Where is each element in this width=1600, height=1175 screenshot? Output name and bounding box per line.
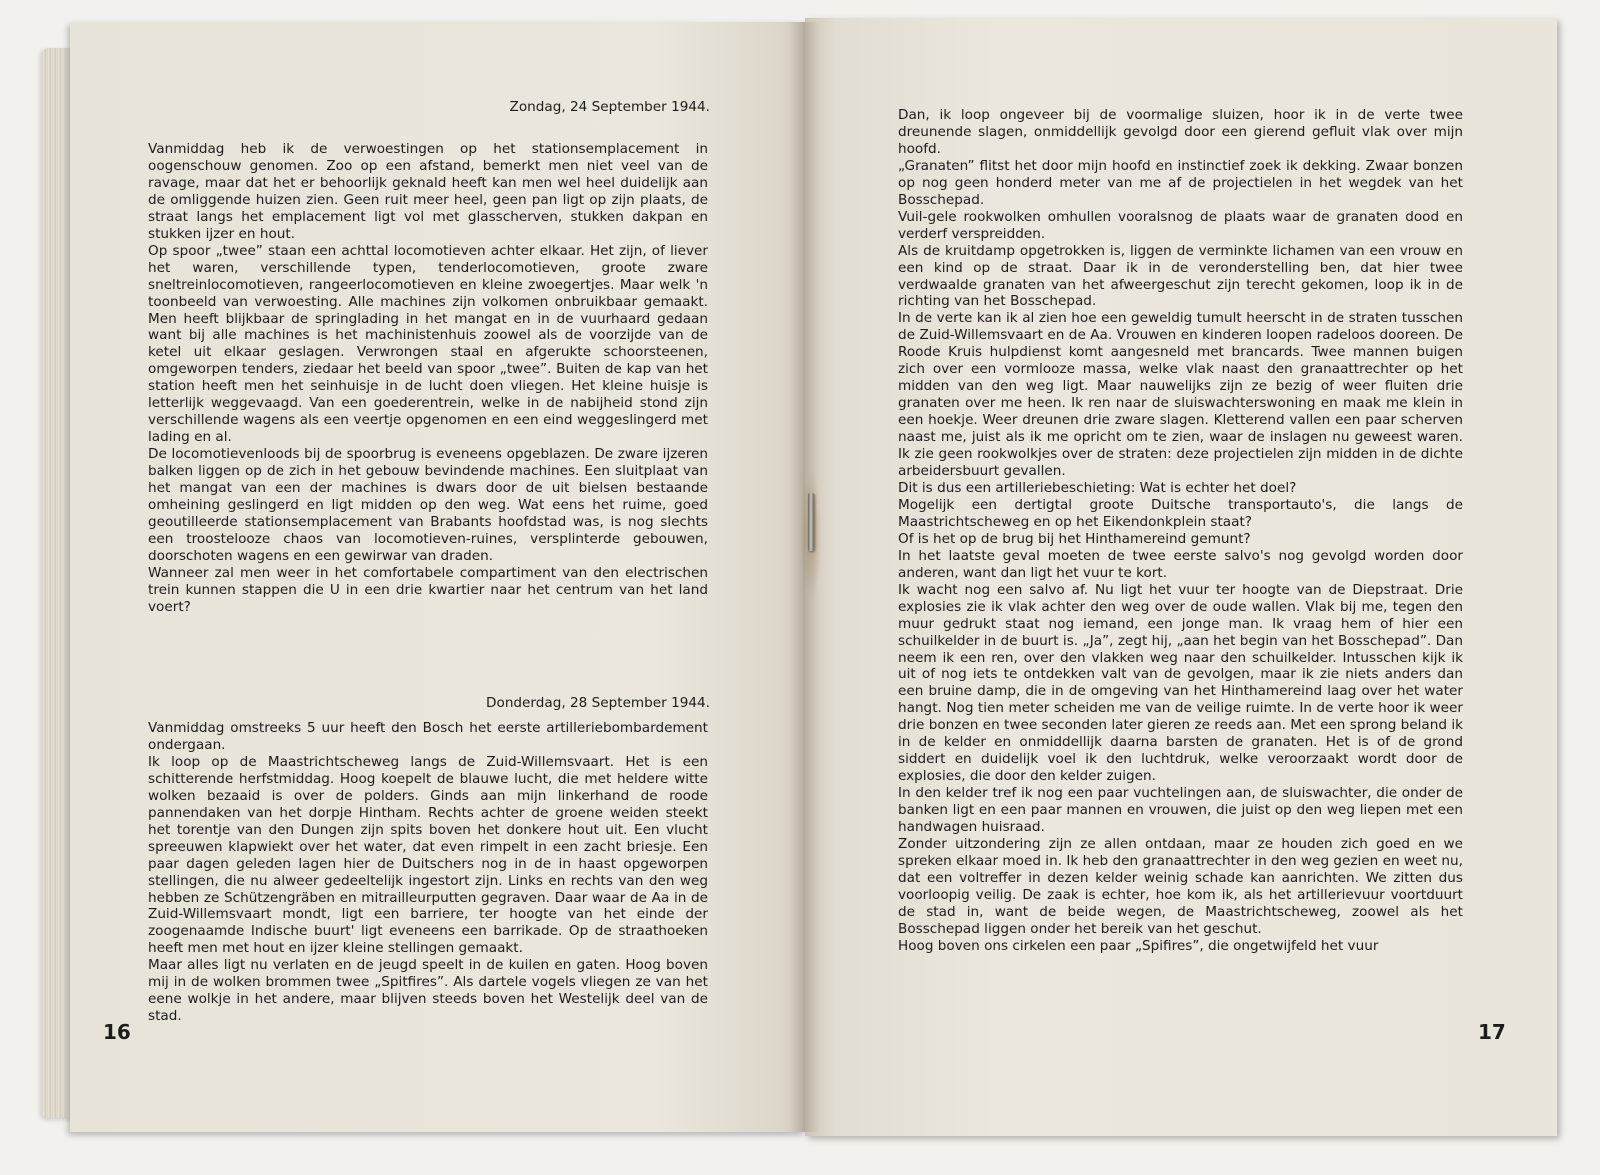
paragraph: Als de kruitdamp opgetrokken is, liggen de verminkte lichamen van een vrouw en een kind op de straat. Daar ik in de veronderstelling ben, dat hier twee verdwaalde granaten van het afweergeschut zijn terecht gekomen, loop ik in de richting van het Bosschepad. [898,242,1463,310]
staple [808,493,814,551]
paragraph: Of is het op de brug bij het Hinthamereind gemunt? [898,530,1251,547]
paragraph: Hoog boven ons cirkelen een paar „Spifires”, die ongetwijfeld het vuur [898,937,1379,954]
page-number-left: 16 [103,1020,131,1044]
paragraph: Zonder uitzondering zijn ze allen ontdaan, maar ze houden zich goed en we spreken elkaar moed in. Ik heb den granaattrechter in den weg gezien en weet nu, dat een voltreffer in dezen kelder weinig schade kan aanrichten. We zitten dus voorloopig veilig. De zaak is echter, hoe kom ik, als het artillerievuur voortduurt de stad in, want de beide wegen, de Maastrichtscheweg, zoowel als het Bosschepad liggen onder het bereik van het geschut. [898,835,1463,937]
entry-body-1 [148,141,708,616]
paragraph: Wanneer zal men weer in het comfortabele compartiment van den electrischen trein kunnen stappen die U in een drie kwartier naar het centrum van het land voert? [148,564,708,615]
paragraph: Dit is dus een artilleriebeschieting: Wat is echter het doel? [898,479,1297,496]
paragraph: „Granaten” flitst het door mijn hoofd en instinctief zoek ik dekking. Zwaar bonzen op nog geen honderd meter van me af de projectielen in het wegdek van het Bosschepad. [898,157,1463,208]
paragraph: Dan, ik loop ongeveer bij de voormalige sluizen, hoor ik in de verte twee dreunende slagen, onmiddellijk gevolgd door een gierend gefluit vlak over mijn hoofd. [898,107,1463,157]
page-number-right: 17 [1478,1020,1506,1044]
entry-body-2 [148,720,708,1025]
paragraph: Vanmiddag heb ik de verwoestingen op het stationsemplacement in oogenschouw genomen. Zoo op een afstand, bemerkt men niet veel van de ravage, maar dat het er behoorlijk geknald heeft kan men wel heel duidelijk aan de omliggende huizen zien. Geen ruit meer heel, geen pan ligt op zijn plaats, de straat langs het emplacement ligt vol met glasscherven, stukken dakpan en stukken ijzer en hout. [148,141,708,242]
paragraph: Maar alles ligt nu verlaten en de jeugd speelt in de kuilen en gaten. Hoog boven mij in de wolken brommen twee „Spitfires”. Als dartele vogels vliegen ze van het eene wolkje in het andere, maar blijven steeds boven het Westelijk deel van de stad. [148,957,708,1025]
paragraph: Ik loop op de Maastrichtscheweg langs de Zuid-Willemsvaart. Het is een schitterende herfstmiddag. Hoog koepelt de blauwe lucht, die met heldere witte wolken bezaaid is over de polders. Ginds aan mijn linkerhand de roode pannendaken van het dorpje Hintham. Rechts achter de groene weiden steekt het torentje van den Dungen zijn spits boven het donkere hout uit. Een vlucht spreeuwen klapwiekt over het water, dat even rimpelt in een zacht briesje. Een paar dagen geleden lagen hier de Duitschers nog in de in haast opgeworpen stellingen, die nu alweer gedeeltelijk ingestort zijn. Links en rechts van den weg hebben ze Schützengräben en mitrailleurputten gegraven. Daar waar de Aa in de Zuid-Willemsvaart mondt, ligt een barriere, ter hoogte van het einde der zoogenaamde Indische buurt' ligt eveneens een barrikade. Op de straathoeken heeft men met hout en ijzer kleine stellingen gemaakt. [148,753,708,957]
paragraph: In de verte kan ik al zien hoe een geweldig tumult heerscht in de straten tusschen de Zuid-Willemsvaart en de Aa. Vrouwen en kinderen loopen radeloos dooreen. De Roode Kruis hulpdienst komt aangesneld met brancards. Twee mannen buigen zich over een vormlooze massa, welke vlak naast den granaattrechter op het midden van den weg ligt. Maar nauwelijks zijn ze bezig of weer fluiten drie granaten over me heen. Ik ren naar de sluiswachterswoning en maak me klein in een hoekje. Weer dreunen drie zware slagen. Kletterend vallen een paar scherven naast me, juist als ik me opricht om te zien, waar de inslagen nu geweest waren. Ik zie geen rookwolkjes over de straten: deze projectielen zijn midden in de dichte arbeidersbuurt gevallen. [898,310,1463,480]
paragraph: Mogelijk een dertigtal groote Duitsche transportauto's, die langs de Maastrichtscheweg en op het Eikendonkplein staat? [898,496,1463,530]
entry-date-1: Zondag, 24 September 1944. [509,99,710,115]
right-page-body [898,107,1463,955]
paragraph: Ik wacht nog een salvo af. Nu ligt het vuur ter hoogte van de Diepstraat. Drie explosies zie ik vlak achter den weg over de oude wallen. Vlak bij me, tegen den muur gedrukt staat nog iemand, een jonge man. Ik vraag hem of hier een schuilkelder in de buurt is. „Ja”, zegt hij, „aan het begin van het Bosschepad”. Dan neem ik een ren, over den vlakken weg naar den schuilkelder. Intusschen kijk ik uit of nog iets te ontdekken valt van de gevolgen, maar ik zie niets anders dan een bruine damp, die in de omgeving van het Hinthamereind laag over het water hangt. Nog tien meter scheiden me van de veilige ruimte. In de verte hoor ik weer drie bonzen en twee seconden later gieren ze reeds aan. Met een sprong beland ik in de kelder en onmiddellijk daarna barsten de granaten. Het is of de grond siddert en duidelijk voel ik den luchtdruk, welke veroorzaakt wordt door de explosies, die door den kelder zuigen. [898,581,1463,785]
paragraph: De locomotievenloods bij de spoorbrug is eveneens opgeblazen. De zware ijzeren balken liggen op de zich in het gebouw bevindende machines. Een sluitplaat van het mangat van een der machines is dwars door de uit bielsen bestaande omheining geslingerd en ligt midden op den weg. Wat eens het ruime, goed geoutilleerde stationsemplacement van Brabants hoofdstad was, is nog slechts een troostelooze chaos van locomotieven-ruines, versplinterde gebouwen, doorschoten wagens en een gewirwar van draden. [148,446,708,564]
entry-date-2: Donderdag, 28 September 1944. [486,695,710,711]
paragraph: In het laatste geval moeten de twee eerste salvo's nog gevolgd worden door anderen, want dan ligt het vuur te kort. [898,547,1463,581]
paragraph: Vuil-gele rookwolken omhullen vooralsnog de plaats waar de granaten dood en verderf verspreidden. [898,208,1463,242]
paragraph: In den kelder tref ik nog een paar vuchtelingen aan, de sluiswachter, die onder de banken ligt en een paar mannen en vrouwen, die juist op den weg liepen met een handwagen huisraad. [898,785,1463,836]
paragraph: Vanmiddag omstreeks 5 uur heeft den Bosch het eerste artilleriebombardement ondergaan. [148,720,708,753]
paragraph: Op spoor „twee” staan een achttal locomotieven achter elkaar. Het zijn, of liever het waren, verschillende typen, tenderlocomotieven, groote zware sneltreinlocomotieven, rangeerlocomotieven en kleine zwoegertjes. Maar welk 'n toonbeeld van verwoesting. Alle machines zijn volkomen onbruikbaar gemaakt. Men heeft blijkbaar de springlading in het mangat en in de vuurhaard gedaan want bij alle machines is het machinistenhuis zoowel als de voorzijde van de ketel uit elkaar geslagen. Verwrongen staal en afgerukte schoorsteenen, omgeworpen tenders, ziedaar het beeld van spoor „twee”. Buiten de kap van het station heeft men het seinhuisje in de lucht doen vliegen. Het kleine huisje is letterlijk weggevaagd. Van een goederentrein, welke in de nabijheid stond zijn verschillende wagens als een veertje opgenomen en een eind weggeslingerd met lading en al. [148,242,708,446]
